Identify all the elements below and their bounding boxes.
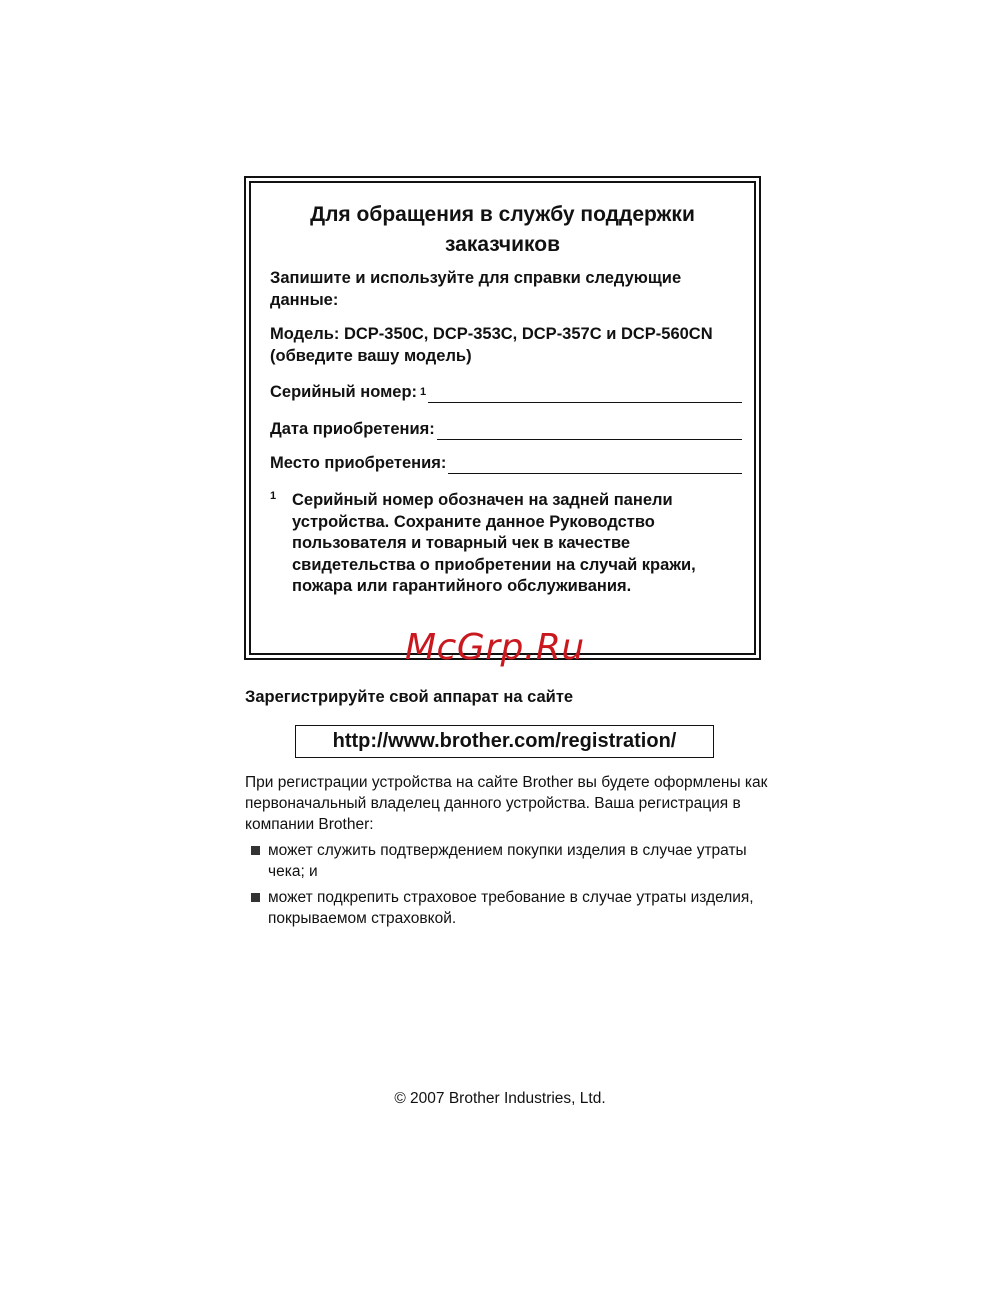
purchase-place-label: Место приобретения: [270, 454, 447, 472]
copyright: © 2007 Brother Industries, Ltd. [394, 1090, 606, 1107]
purchase-date-field [270, 418, 742, 440]
box-intro: Запишите и используйте для справки следующие данные: [270, 269, 682, 309]
watermark: McGrp.Ru [405, 627, 585, 668]
list-item-text: может подкрепить страховое требование в случае утраты изделия, покрываемом страховкой. [268, 889, 754, 927]
footnote-text: Серийный номер обозначен на задней панели устройства. Сохраните данное Руководство пользователя и товарный чек в качестве свидетельства о приобретении на случай кражи, пожара или гарантийного обслуживания. [292, 491, 696, 596]
square-bullet-icon [251, 846, 260, 855]
registration-paragraph: При регистрации устройства на сайте Brother вы будете оформлены как первоначальный владелец данного устройства. Ваша регистрация в компании Brother: [245, 774, 768, 833]
serial-footnote-ref: 1 [420, 386, 427, 398]
square-bullet-icon [251, 893, 260, 902]
registration-url-text: http://www.brother.com/registration/ [332, 730, 677, 752]
box-title: Для обращения в службу поддержки заказчиков [310, 203, 695, 256]
serial-number-line [428, 384, 742, 403]
purchase-date-line [437, 421, 742, 440]
customer-service-box [244, 176, 761, 660]
customer-service-box-inner [249, 181, 756, 655]
purchase-place-field [270, 452, 742, 474]
model-line: Модель: DCP-350C, DCP-353C, DCP-357C и DCP-560CN (обведите вашу модель) [270, 325, 713, 365]
list-item-text: может служить подтверждением покупки изделия в случае утраты чека; и [268, 842, 747, 880]
footnote-mark: 1 [270, 490, 277, 502]
register-heading: Зарегистрируйте свой аппарат на сайте [245, 688, 574, 706]
serial-number-label: Серийный номер: [270, 383, 418, 401]
purchase-place-line [448, 455, 742, 474]
serial-number-field [270, 381, 742, 403]
registration-url[interactable] [295, 725, 714, 758]
purchase-date-label: Дата приобретения: [270, 420, 435, 438]
